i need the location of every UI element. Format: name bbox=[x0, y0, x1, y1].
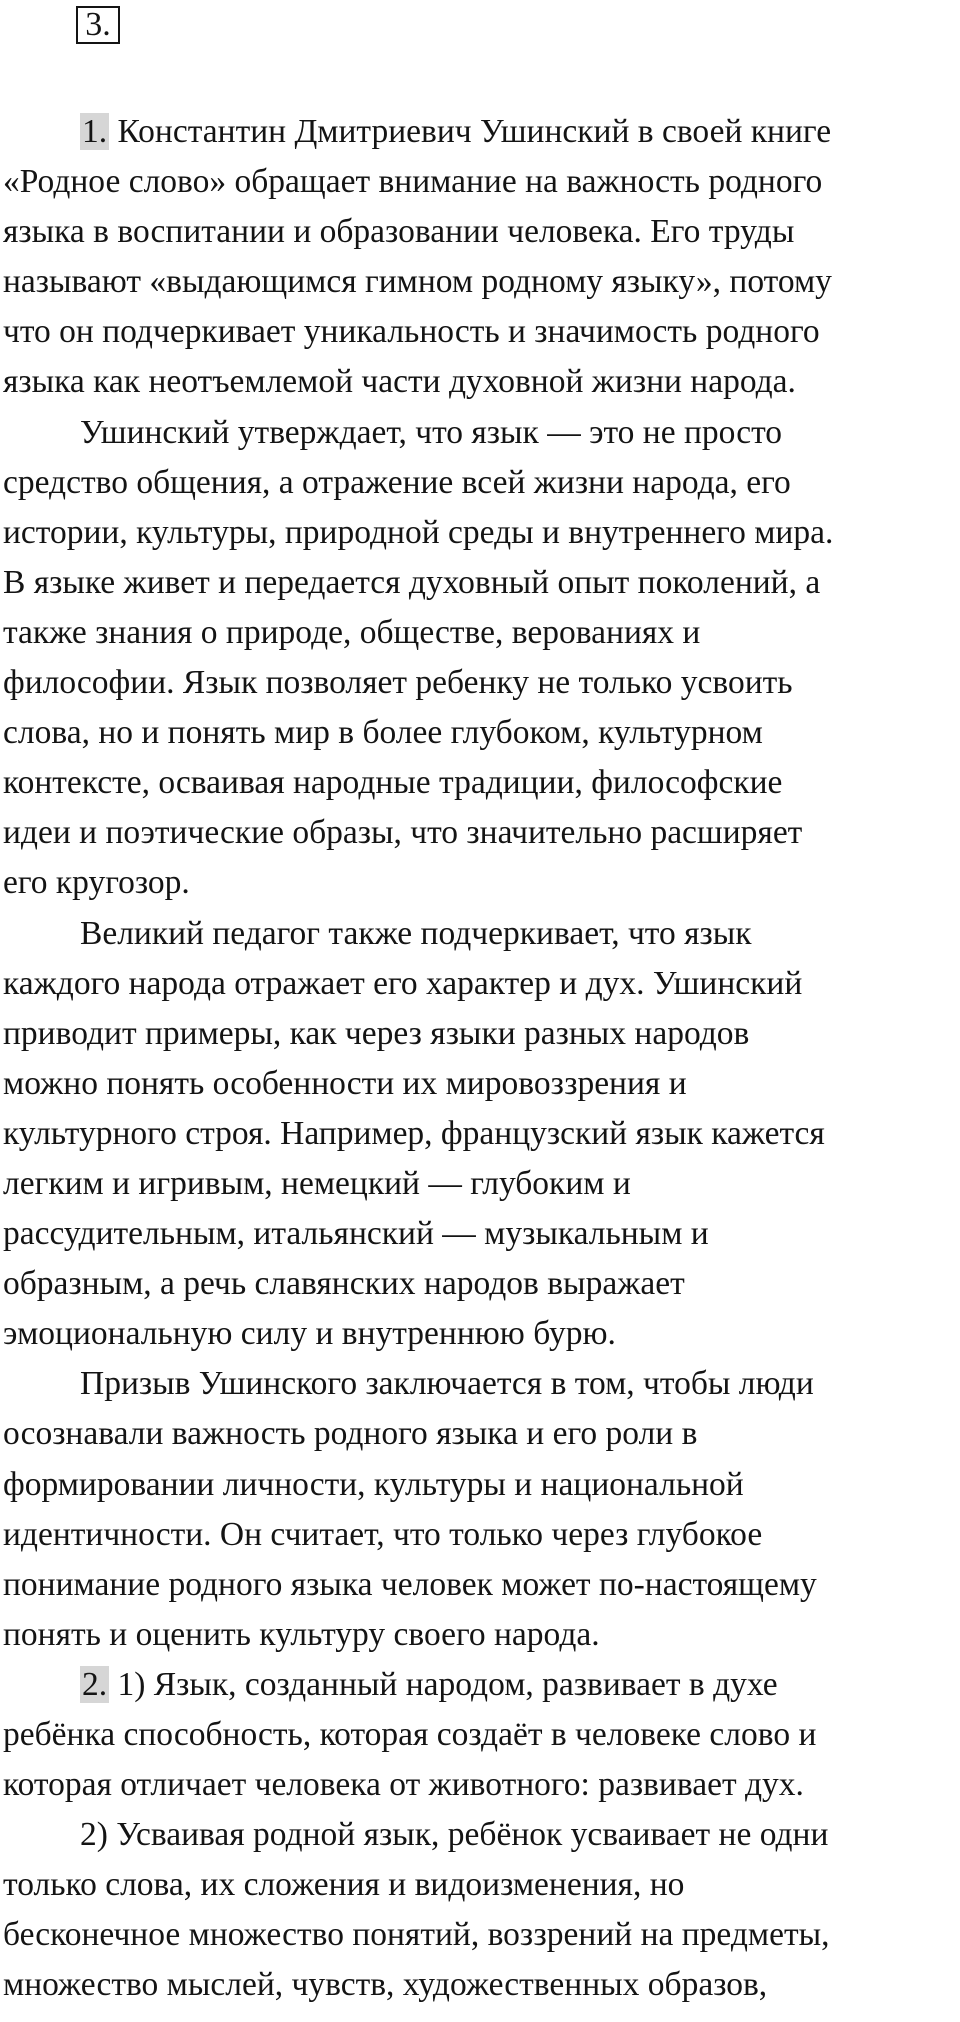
text-line bbox=[0, 357, 960, 407]
line-text: идентичности. Он считает, что только через глубокое bbox=[3, 1515, 763, 1553]
text-line bbox=[0, 858, 960, 908]
line-text: языка как неотъемлемой части духовной жизни народа. bbox=[3, 363, 796, 401]
text-line bbox=[0, 1610, 960, 1660]
line-text: легким и игривым, немецкий — глубоким и bbox=[3, 1164, 631, 1202]
line-text: культурного строя. Например, французский язык кажется bbox=[3, 1114, 825, 1152]
line-text: эмоциональную силу и внутреннюю бурю. bbox=[3, 1315, 616, 1353]
line-text: только слова, их сложения и видоизменения, но bbox=[3, 1866, 685, 1904]
text-line bbox=[0, 1860, 960, 1910]
text-line bbox=[0, 1209, 960, 1259]
line-text: идеи и поэтические образы, что значительно расширяет bbox=[3, 814, 803, 852]
text-line bbox=[0, 1159, 960, 1209]
text-line bbox=[0, 508, 960, 558]
line-text: Константин Дмитриевич Ушинский в своей книге bbox=[117, 113, 832, 150]
line-text: осознавали важность родного языка и его роли в bbox=[3, 1415, 698, 1453]
line-text: ребёнка способность, которая создаёт в человеке слово и bbox=[3, 1716, 817, 1753]
text-line bbox=[0, 608, 960, 658]
line-text: что он подчеркивает уникальность и значимость родного bbox=[3, 313, 820, 351]
line-text: истории, культуры, природной среды и внутреннего мира. bbox=[3, 513, 834, 551]
text-line bbox=[0, 1009, 960, 1059]
text-line bbox=[0, 558, 960, 608]
line-text: Великий педагог также подчеркивает, что язык bbox=[80, 914, 752, 952]
text-line bbox=[3, 1810, 960, 1860]
text-line bbox=[0, 1710, 960, 1760]
text-line bbox=[0, 458, 960, 508]
paragraph bbox=[3, 909, 960, 1360]
line-text: называют «выдающимся гимном родному языку», потому bbox=[3, 263, 832, 301]
text-line bbox=[0, 808, 960, 858]
text-line bbox=[0, 207, 960, 257]
line-text: философии. Язык позволяет ребенку не только усвоить bbox=[3, 664, 793, 702]
line-text: каждого народа отражает его характер и дух. Ушинский bbox=[3, 964, 803, 1002]
item-marker: 1. bbox=[82, 113, 108, 150]
paragraph bbox=[3, 107, 960, 408]
text-line bbox=[0, 1510, 960, 1560]
text-line bbox=[3, 107, 960, 157]
line-text: контексте, осваивая народные традиции, философские bbox=[3, 764, 783, 802]
line-text: образным, а речь славянских народов выражает bbox=[3, 1265, 685, 1303]
text-line bbox=[3, 408, 960, 458]
text-line bbox=[0, 1309, 960, 1359]
section-number: 3. bbox=[76, 6, 120, 44]
text-line bbox=[0, 257, 960, 307]
text-line bbox=[3, 909, 960, 959]
line-text: формировании личности, культуры и национальной bbox=[3, 1465, 744, 1503]
text-line bbox=[0, 1760, 960, 1810]
paragraph bbox=[3, 408, 960, 909]
paragraph bbox=[3, 1810, 960, 2010]
paragraph bbox=[3, 1359, 960, 1660]
text-line bbox=[0, 758, 960, 808]
text-line bbox=[0, 157, 960, 207]
line-text: 2) Усваивая родной язык, ребёнок усваивает не одни bbox=[80, 1816, 829, 1854]
line-text: 1) Язык, созданный народом, развивает в духе bbox=[117, 1665, 778, 1703]
paragraph bbox=[3, 1660, 960, 1810]
text-line bbox=[3, 1660, 960, 1710]
line-text: которая отличает человека от животного: развивает дух. bbox=[3, 1766, 804, 1804]
line-text: приводит примеры, как через языки разных народов bbox=[3, 1014, 750, 1052]
line-text: «Родное слово» обращает внимание на важность родного bbox=[3, 163, 823, 201]
text-line bbox=[3, 1359, 960, 1409]
line-text: языка в воспитании и образовании человека. Его труды bbox=[3, 213, 795, 251]
text-line bbox=[0, 1910, 960, 1960]
text-line bbox=[0, 708, 960, 758]
line-text: понимание родного языка человек может по-настоящему bbox=[3, 1565, 817, 1603]
line-text: его кругозор. bbox=[3, 864, 190, 902]
line-text: множество мыслей, чувств, художественных образов, bbox=[3, 1966, 768, 2004]
document-body bbox=[3, 107, 960, 2011]
text-line bbox=[0, 1409, 960, 1459]
line-text: рассудительным, итальянский — музыкальным и bbox=[3, 1215, 709, 1253]
text-line bbox=[0, 1109, 960, 1159]
text-line bbox=[0, 1259, 960, 1309]
line-text: Ушинский утверждает, что язык — это не просто bbox=[80, 413, 783, 451]
line-text: можно понять особенности их мировоззрения и bbox=[3, 1064, 687, 1102]
line-text: Призыв Ушинского заключается в том, чтобы люди bbox=[80, 1365, 814, 1403]
line-text: понять и оценить культуру своего народа. bbox=[3, 1615, 600, 1653]
line-text: В языке живет и передается духовный опыт поколений, а bbox=[3, 563, 821, 601]
text-line bbox=[0, 1460, 960, 1510]
text-line bbox=[0, 1059, 960, 1109]
line-text: слова, но и понять мир в более глубоком, культурном bbox=[3, 714, 763, 752]
text-line bbox=[0, 307, 960, 357]
text-line bbox=[0, 959, 960, 1009]
text-line bbox=[0, 658, 960, 708]
item-marker: 2. bbox=[82, 1665, 108, 1703]
line-text: также знания о природе, обществе, верованиях и bbox=[3, 613, 701, 651]
text-line bbox=[0, 1560, 960, 1610]
line-text: бесконечное множество понятий, воззрений на предметы, bbox=[3, 1916, 830, 1954]
line-text: средство общения, а отражение всей жизни народа, его bbox=[3, 463, 791, 501]
text-line bbox=[0, 1960, 960, 2010]
